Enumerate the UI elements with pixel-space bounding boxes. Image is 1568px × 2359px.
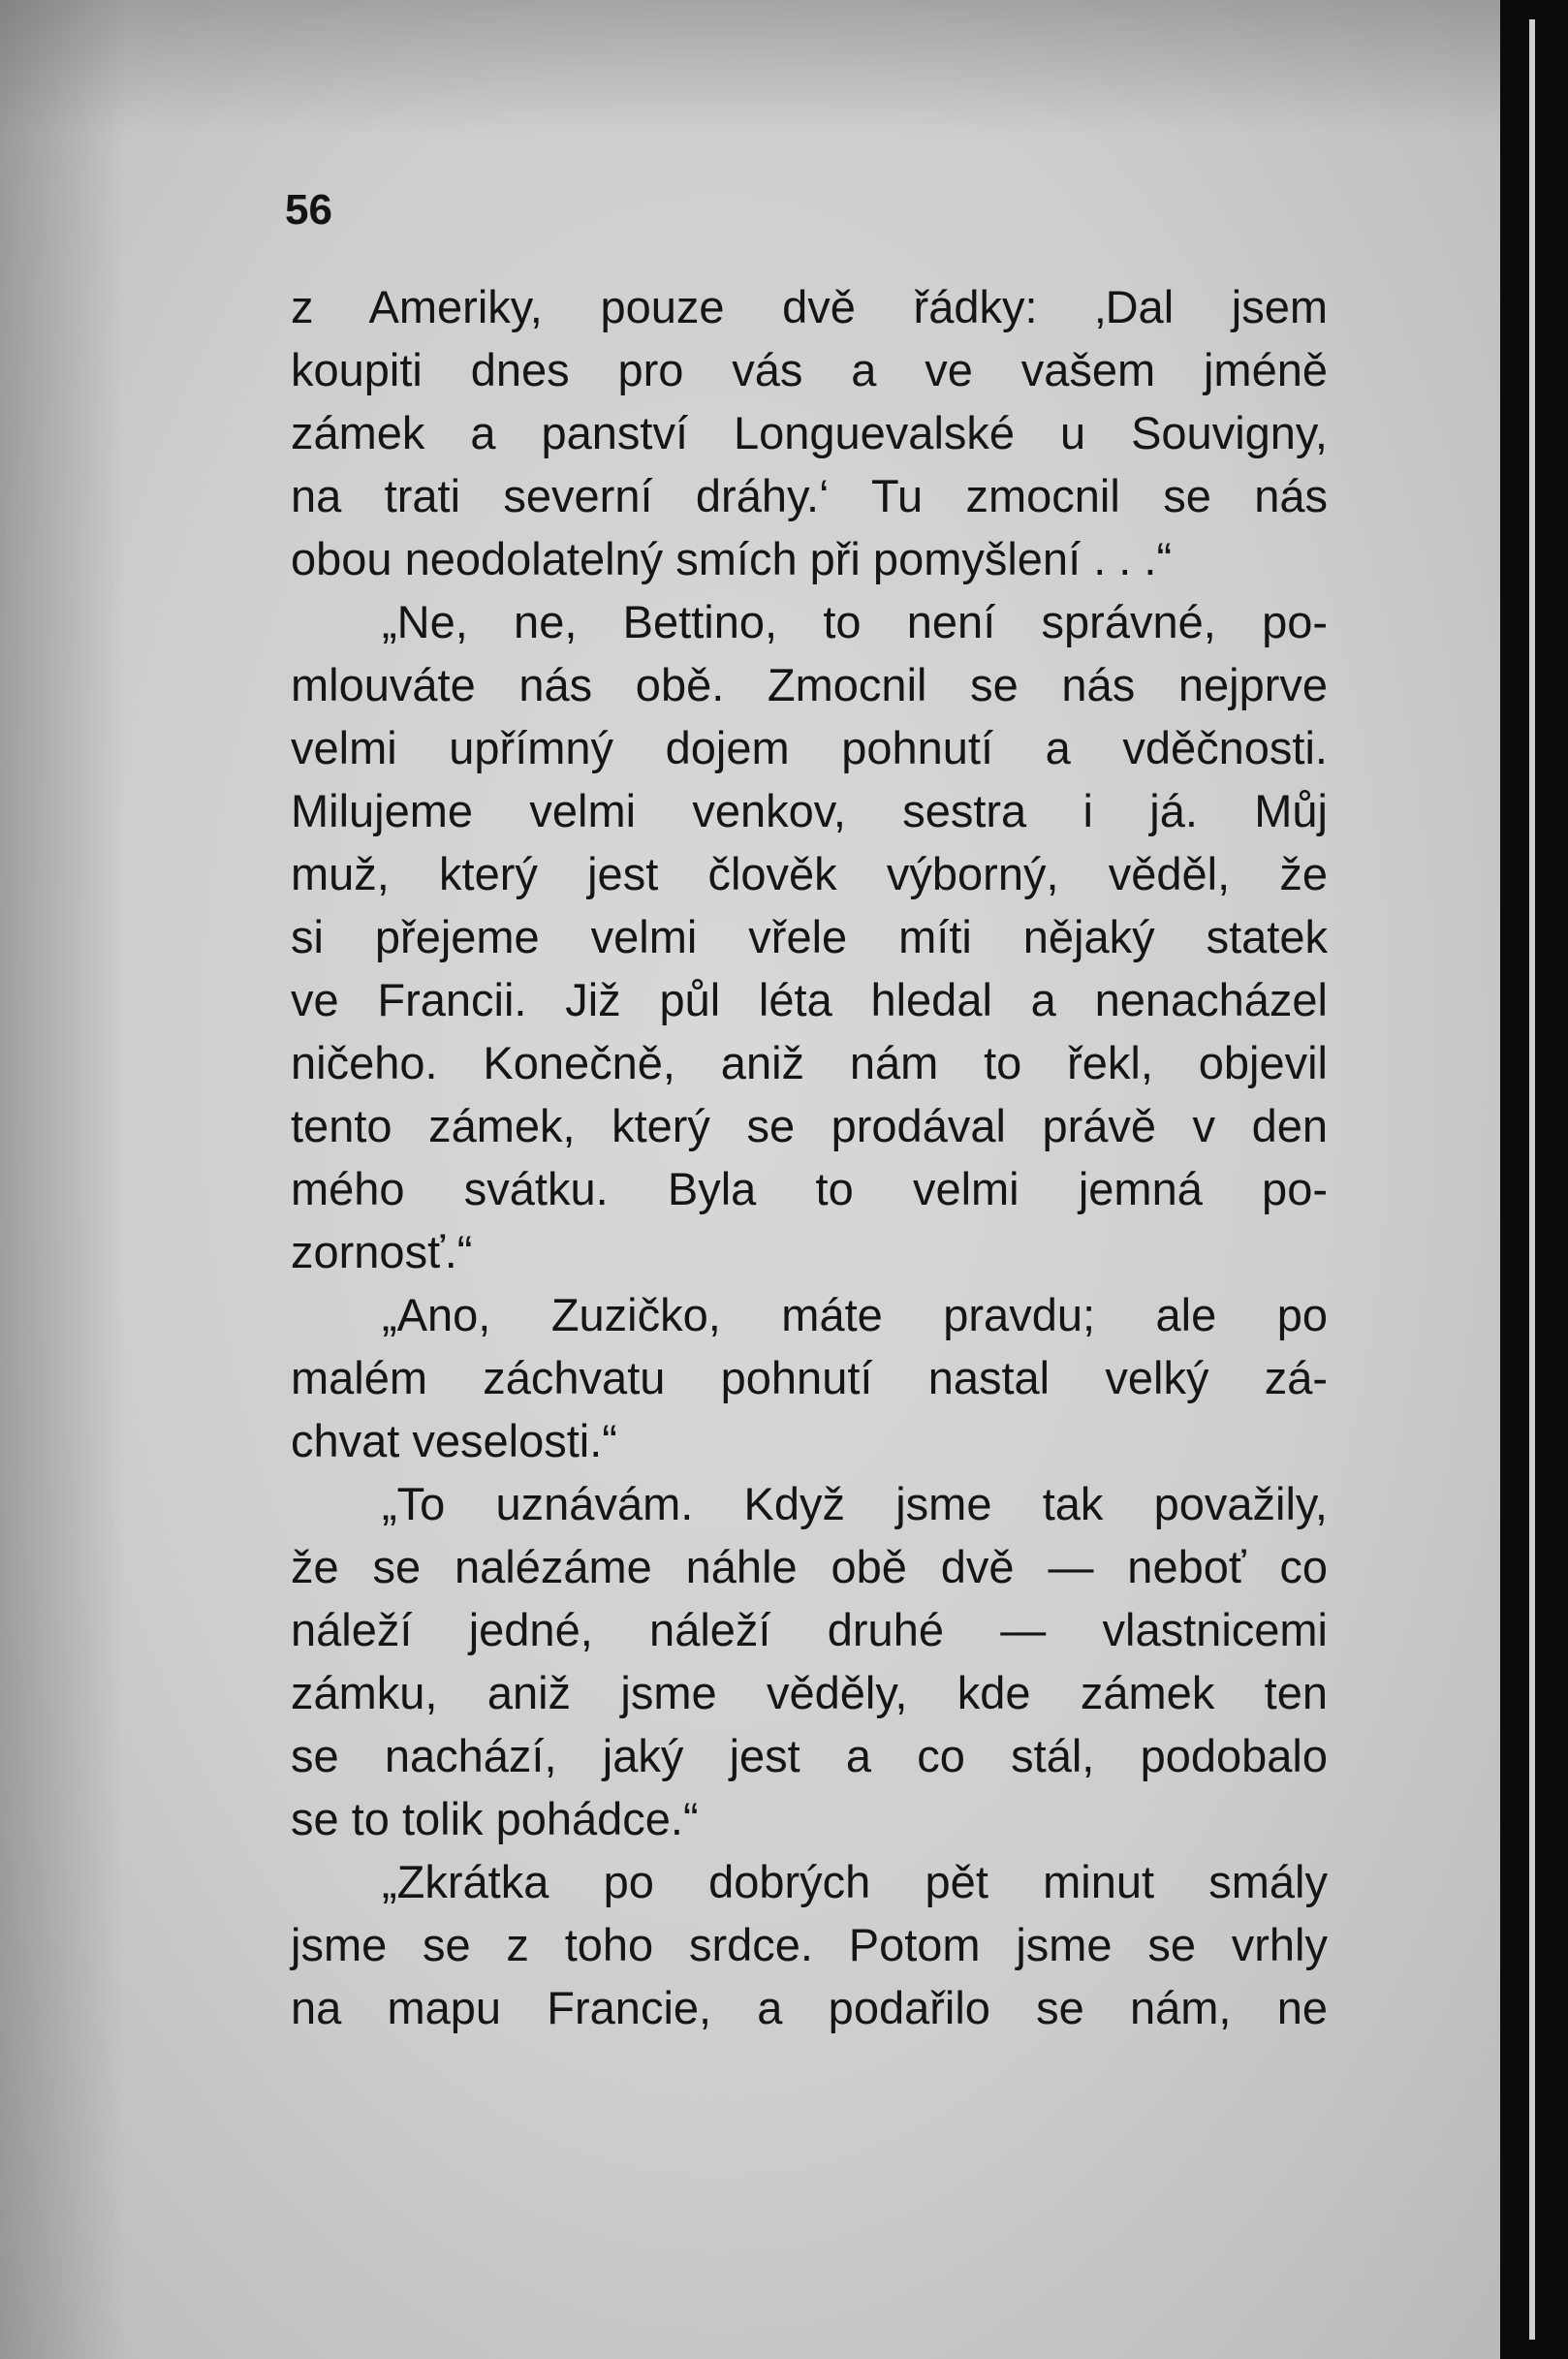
text-line: koupiti dnes pro vás a ve vašem jméně: [291, 344, 1328, 395]
text-line: se nachází, jaký jest a co stál, podobalo: [291, 1730, 1328, 1781]
text-line: tento zámek, který se prodával právě v den: [291, 1100, 1328, 1151]
text-line: na trati severní dráhy.‘ Tu zmocnil se nás: [291, 470, 1328, 521]
text-line: „Zkrátka po dobrých pět minut smály: [382, 1856, 1328, 1907]
text-line: se to tolik pohádce.“: [291, 1793, 699, 1844]
text-line: zámek a panství Longuevalské u Souvigny,: [291, 407, 1328, 458]
text-line: Milujeme velmi venkov, sestra i já. Můj: [291, 785, 1328, 836]
text-line: „Ne, ne, Bettino, to není správné, po-: [382, 596, 1328, 647]
text-line: z Ameriky, pouze dvě řádky: ‚Dal jsem: [291, 281, 1328, 332]
text-line: mého svátku. Byla to velmi jemná po-: [291, 1163, 1328, 1214]
body-text: [291, 275, 1328, 2039]
text-line: na mapu Francie, a podařilo se nám, ne: [291, 1982, 1328, 2033]
text-line: mlouváte nás obě. Zmocnil se nás nejprve: [291, 659, 1328, 710]
text-line: malém záchvatu pohnutí nastal velký zá-: [291, 1352, 1328, 1403]
text-line: „To uznávám. Když jsme tak považily,: [382, 1478, 1328, 1529]
page-edge-line: [1529, 19, 1535, 2340]
text-line: zámku, aniž jsme věděly, kde zámek ten: [291, 1667, 1328, 1718]
text-line: si přejeme velmi vřele míti nějaký statek: [291, 911, 1328, 962]
text-line: ničeho. Konečně, aniž nám to řekl, objevil: [291, 1037, 1328, 1088]
text-line: muž, který jest člověk výborný, věděl, že: [291, 848, 1328, 899]
text-line: zornosť.“: [291, 1226, 473, 1277]
text-line: „Ano, Zuzičko, máte pravdu; ale po: [382, 1289, 1328, 1340]
text-line: chvat veselosti.“: [291, 1415, 617, 1466]
text-line: náleží jedné, náleží druhé — vlastnicemi: [291, 1604, 1328, 1655]
text-line: ve Francii. Již půl léta hledal a nenacházel: [291, 974, 1328, 1025]
text-line: velmi upřímný dojem pohnutí a vděčnosti.: [291, 722, 1328, 773]
text-line: že se nalézáme náhle obě dvě — neboť co: [291, 1541, 1328, 1592]
text-line: obou neodolatelný smích při pomyšlení . . .“: [291, 533, 1173, 584]
page-number: 56: [285, 186, 332, 234]
book-edge: [1500, 0, 1568, 2359]
text-line: jsme se z toho srdce. Potom jsme se vrhly: [291, 1919, 1328, 1970]
